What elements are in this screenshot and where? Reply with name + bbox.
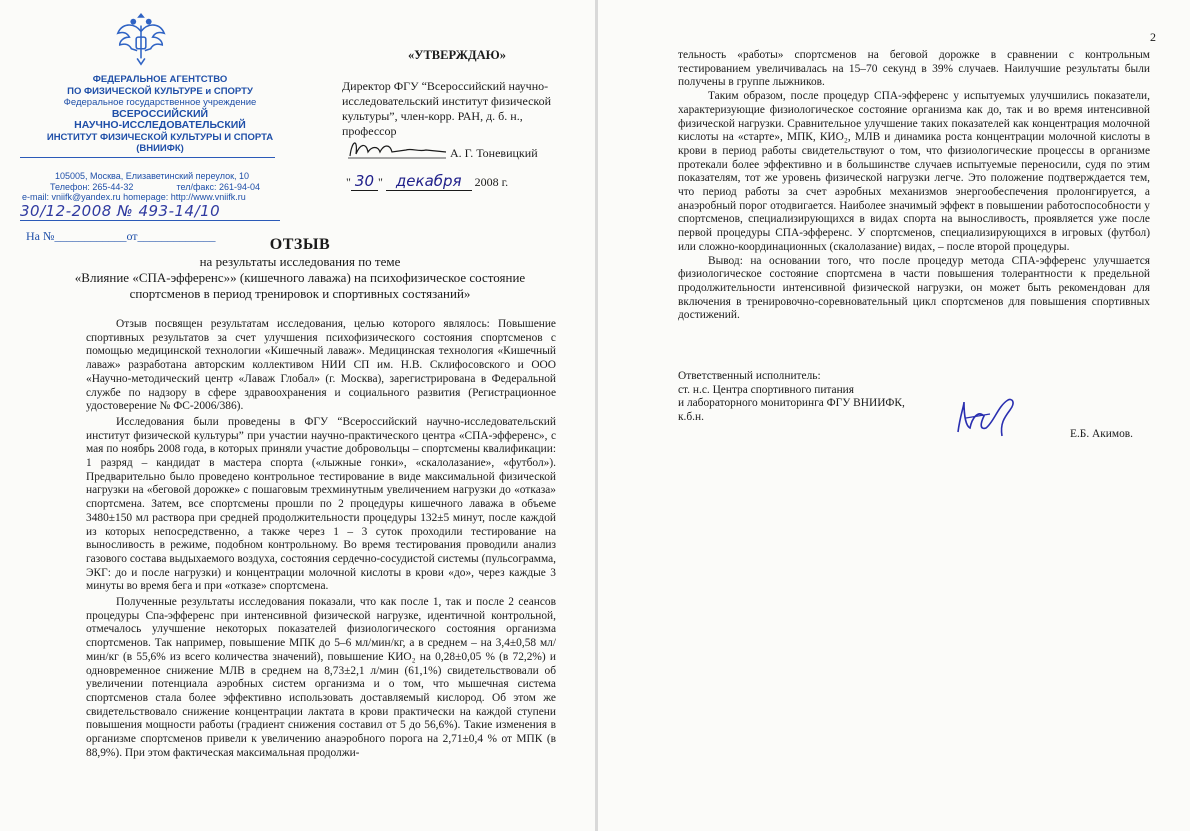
coat-of-arms-emblem-icon [112,12,170,70]
executor-name: Е.Б. Акимов. [1070,428,1134,440]
org-line: Федеральное государственное учреждение [63,97,257,108]
document-page-2 [598,0,1190,831]
date-day: 30 [351,172,378,191]
director-signature-icon [346,136,450,162]
document-body [678,49,1150,323]
org-line: ПО ФИЗИЧЕСКОЙ КУЛЬТУРЕ и СПОРТУ [67,85,253,97]
resp-line: Ответственный исполнитель: [678,370,821,382]
phone: Телефон: 265-44-32 [50,181,134,192]
fax: тел/факс: 261-94-04 [176,181,260,192]
approval-text: Директор ФГУ “Всероссийский научно-исследовательский институт физической культуры”, член-корр. РАН, д. б. н., профессор [342,79,552,138]
letterhead-divider [20,157,275,158]
letterhead-organization [40,74,280,155]
resp-line: и лабораторного мониторинга ФГУ ВНИИФК, [678,397,905,410]
body-paragraph: Исследования были проведены в ФГУ “Всероссийский научно-исследовательский институт физической культуры” при участии научно-практического центра «СПА-эфференс», с мая по ноябрь 2008 года, в которых приняли участие добровольцы – спортсмены квалификации: 1 разряд – кандидат в мастера спорта («лыжные гонки», «скалолазание», «футбол»). Предварительно было проведено контрольное тестирование в виде максимальной физической нагрузки на «беговой дорожке» с пошаговым трехминутным увеличением нагрузки до «отказа» спортсмена. Затем, все спортсмены прошли по 2 процедуры кишечного лаважа в объеме 3480±150 мл раствора при средней продолжительности процедуры 132±5 минут, после каждой из которых непосредственно, а также через 1 – 3 суток проходили тестирование на выносливость в режиме, подобном контрольному. Во время тестирования проводили анализ газового состава выдыхаемого воздуха, состояния сердечно-сосудистой системы (пульсограмма, ЭКГ: до и после нагрузки) и концентрации молочной кислоты в крови «до», через каждые 3 минуты во время бега и при «отказе» спортсмена. [86,415,556,593]
date-month: декабря [386,172,472,191]
subtitle-topic: «Влияние «СПА-эфференс»» (кишечного лаважа) на психофизическое состояние спортсменов в период тренировок и спортивных состязаний» [74,270,526,301]
conclusion-paragraph: Вывод: на основании того, что после процедур метода СПА-эфференс улучшается физиологическое состояние спортсмена в части повышения толерантности к предельной продолжительности интенсивной физической нагрузки, он может быть рекомендован для включения в тренировочно-соревновательный цикл спортсменов для повышения спортивных достижений. [678,254,1150,322]
org-line: ВСЕРОССИЙСКИЙ [111,107,209,120]
executor-signature-icon [950,392,1020,442]
responsible-executor [678,370,978,425]
address: 105005, Москва, Елизаветинский переулок, 10 [54,171,250,181]
reference-line: На №____________от_____________ [26,229,216,243]
approval-block [342,48,572,139]
subtitle-line: на результаты исследования по теме [199,254,401,269]
director-name: А. Г. Тоневицкий [450,146,538,160]
document-body [86,318,556,761]
approval-date: " 30 " декабря 2008 г. [346,172,509,190]
letterhead-contacts [22,171,282,203]
org-line: НАУЧНО-ИССЛЕДОВАТЕЛЬСКИЙ [74,119,246,131]
body-paragraph: Полученные результаты исследования показали, что как после 1, так и после 2 сеансов процедуры Спа-эфференс при интенсивной физической нагрузке, идентичной контрольной, отмечалось улучшение некоторых показателей физиологического состояния организма спортсменов. Так например, повышение МПК до 5–6 мл/мин/кг, а в среднем – на 3,4±0,58 мл/мин/кг (в 55,6% из всего количества значений), повышение КИО₂ на 0,28±0,05 % (в 72,2%) и одновременное снижение МЛВ в среднем на 8,73±2,1 л/мин (61,1%) свидетельствовали об увеличении потенциала аэробных систем организма и о том, что мышечная система спортсменов стала более эффективно использовать доставляемый кислород. Об этом же свидетельствовало снижение концентрации лактата в крови практически на каждой ступени повышения мощности работы (градиент снижения составил от 5 до 56,6%). Такие изменения в организме спортсменов привели к увеличению анаэробного порога на 2,71±0,4 % от МПК (в 88,9%). При этом фактическая максимальная продолжи- [86,596,556,759]
approval-heading: «УТВЕРЖДАЮ» [408,48,506,62]
resp-line: ст. н.с. Центра спортивного питания [678,383,855,396]
body-paragraph: тельность «работы» спортсменов на беговой дорожке в сравнении с контрольным тестированием увеличивалась на 15–70 секунд в 39% случаев. Наилучшие результаты были получены в группе лыжников. [678,49,1150,89]
email-homepage: e-mail: vniifk@yandex.ru homepage: http://www.vniifk.ru [22,192,246,202]
document-subtitle [50,254,550,302]
org-line: ФЕДЕРАЛЬНОЕ АГЕНТСТВО [92,74,228,85]
org-line: ИНСТИТУТ ФИЗИЧЕСКОЙ КУЛЬТУРЫ И СПОРТА [46,131,274,143]
approval-signature-line [346,140,576,164]
body-paragraph: Таким образом, после процедур СПА-эфференс у испытуемых улучшились показатели, характеризующие физиологическое состояние организма как до, так и во время интенсивной физической нагрузки. Сравнительное улучшение таких показателей как концентрация молочной кислоты на «старте», МПК, КИО₂, МЛВ и динамика роста концентрации молочной кислоты в крови в период работы свидетельствуют о том, что физиологические процессы в организме протекали более эффективно и в большинстве случаев испытуемые переносили, судя по этим показателям, тот же уровень физической нагрузки легче. Это положение подтверждается тем, что период работы за счет аэробных механизмов энергообеспечения пролонгируется, а анаэробный порог отодвигается. Наиболее значимый эффект в повышении работоспособности у спортсменов, специализирующихся в видах спорта на выносливость, проявляется уже после первой процедуры СПА-эфференс. У спортсменов, специализирующихся в игровых (футбол) или сложно-координационных (скалолазание) видах, – после второй процедуры. [678,90,1150,253]
registration-number: 30/12-2008 № 493-14/10 [20,202,280,221]
date-year: 2008 г. [474,175,509,189]
org-line: (ВНИИФК) [136,143,184,154]
body-paragraph: Отзыв посвящен результатам исследования, целью которого являлось: Повышение спортивных результатов за счет улучшения психофизического состояния спортсменов с помощью медицинской технологии «Кишечный лаваж». Медицинская технология «Кишечный лаваж» разработана авторским коллективом НИИ СП им. Н.В. Склифосовского и ООО «Научно-методический центр «Лаваж Глобал» (г. Москва), зарегистрирована в Федеральной службе по надзору в сфере здравоохранения и социального развития (Регистрационное удостоверение № ФС-2006/386). [86,318,556,413]
page-number: 2 [1150,30,1156,44]
document-title: ОТЗЫВ [269,236,331,253]
resp-line: к.б.н. [678,411,704,424]
